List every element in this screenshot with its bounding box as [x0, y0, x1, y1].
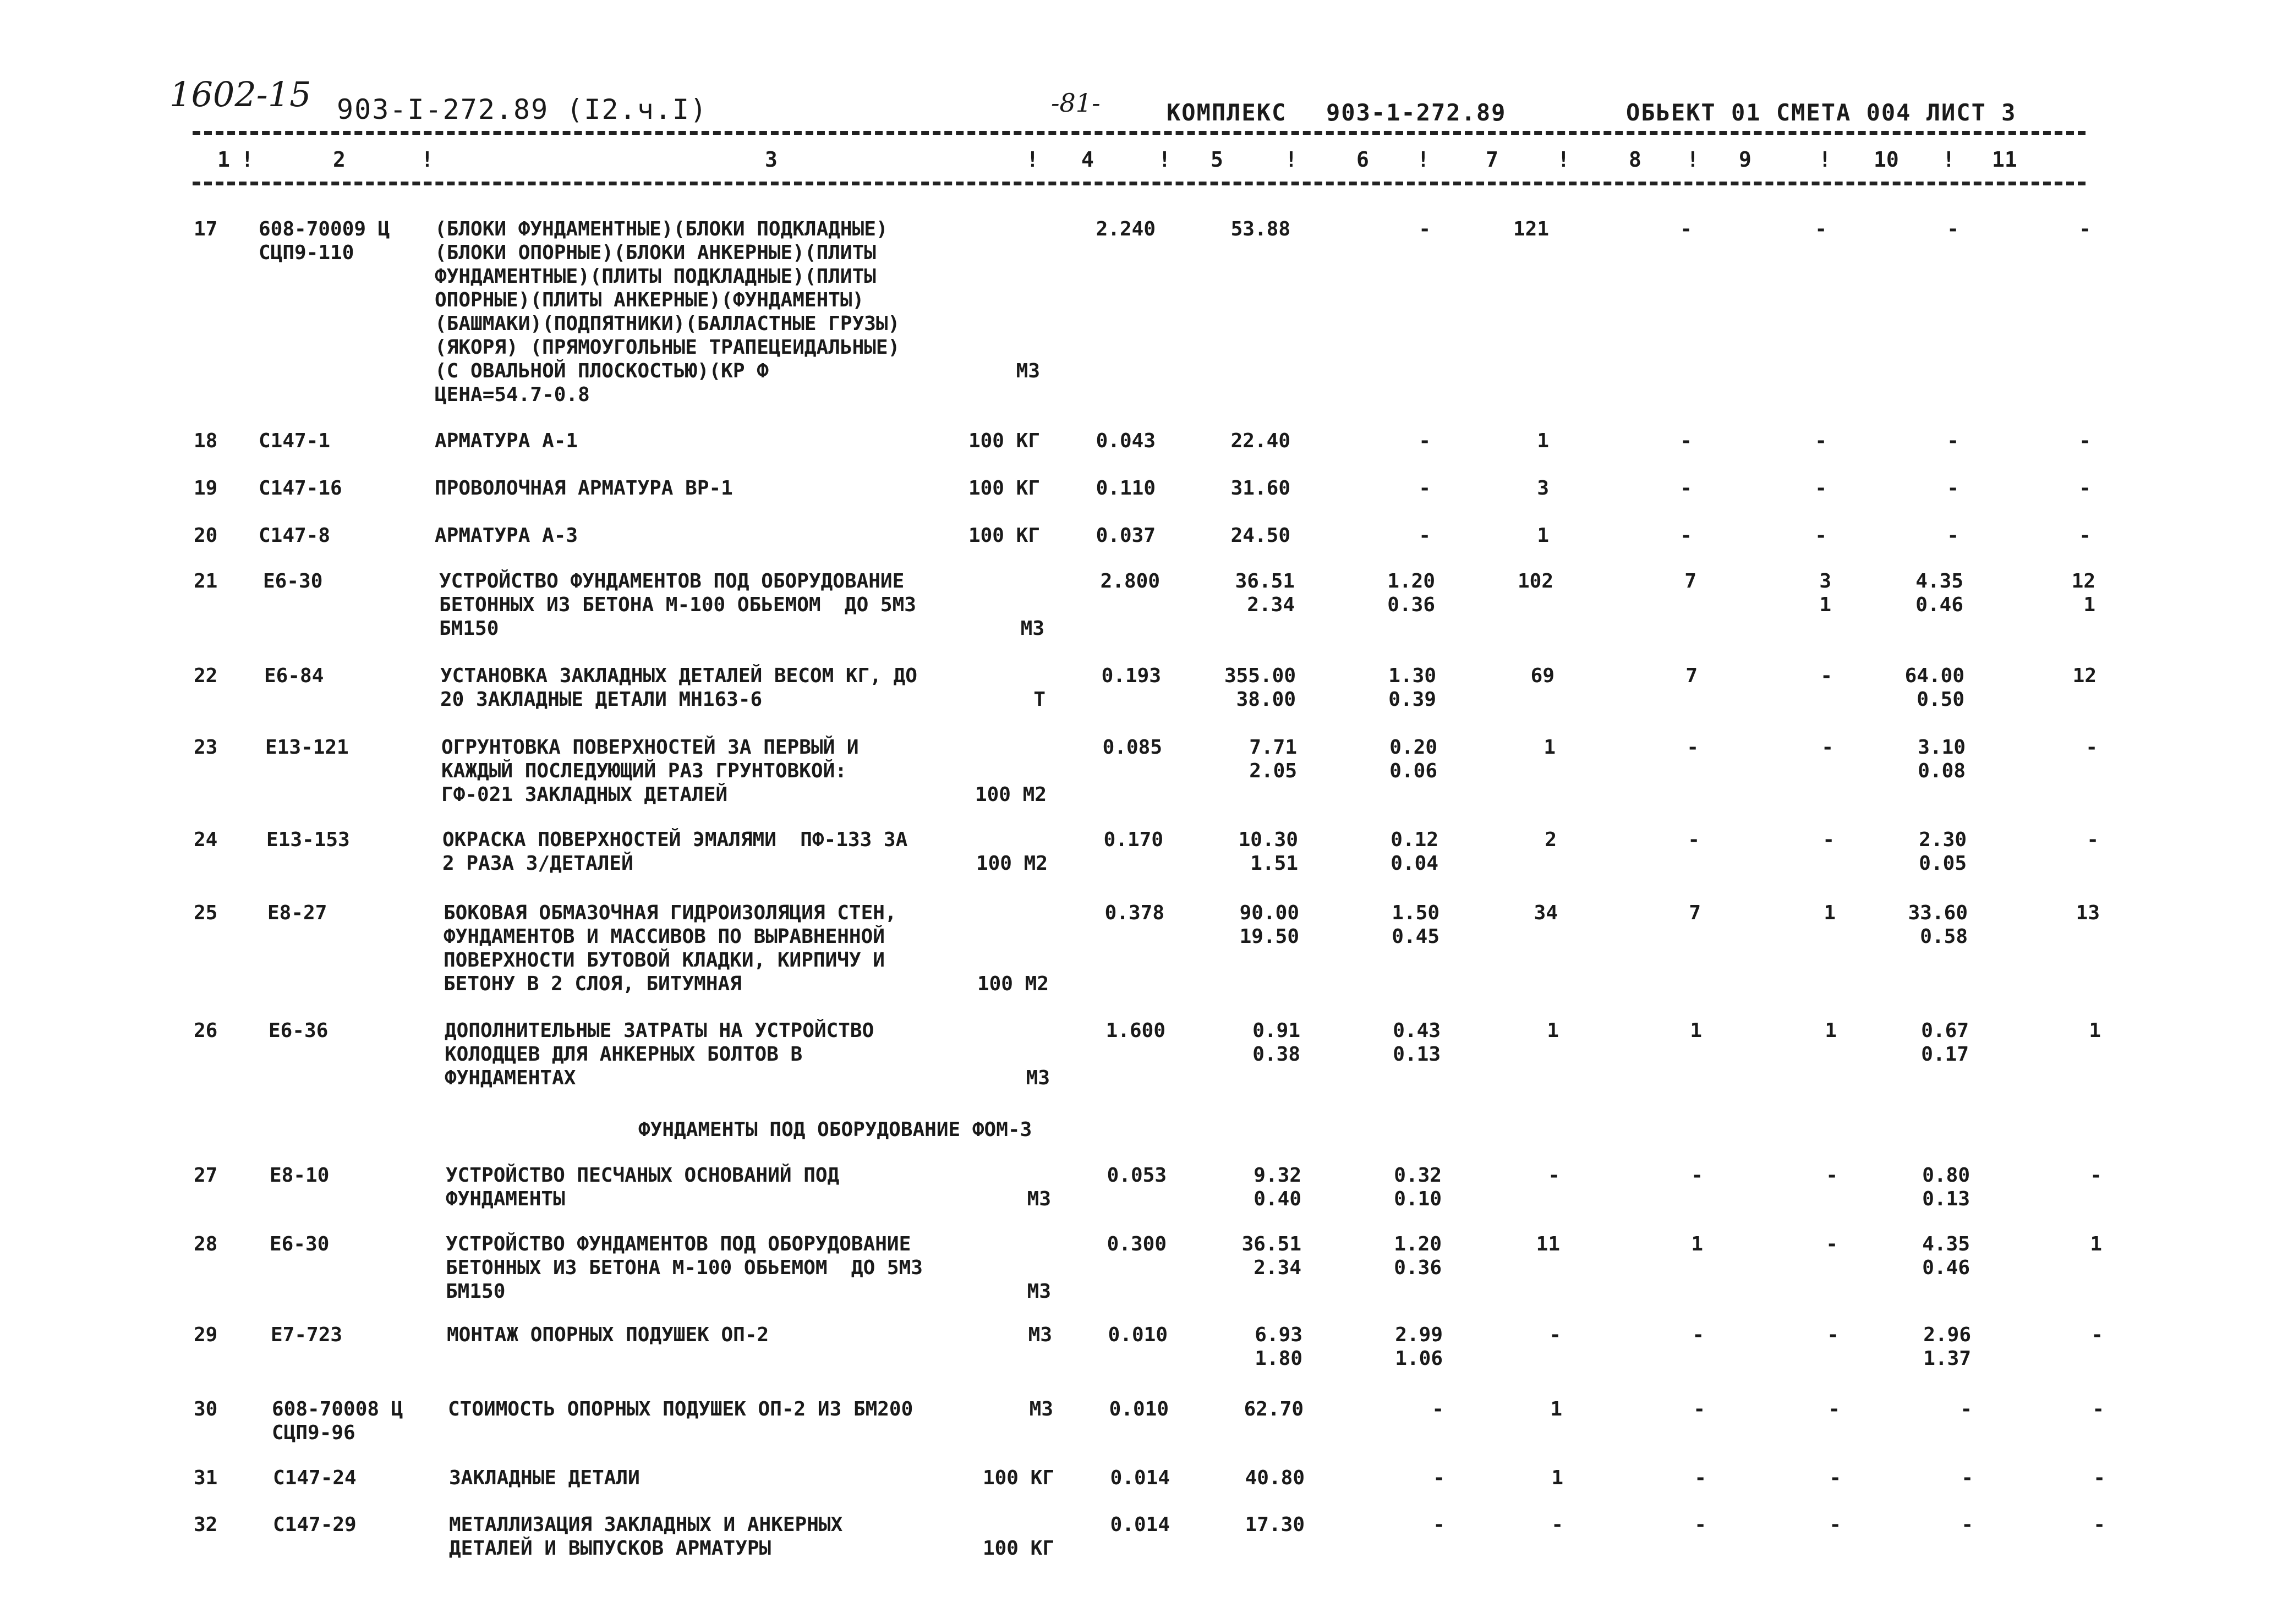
row-col7: 1: [1551, 1467, 1563, 1489]
col-header-11: 11: [1992, 147, 2017, 172]
row-unit: М3: [1027, 1280, 1051, 1303]
row-description: АРМАТУРА А-3: [435, 524, 578, 547]
row-col6: 0.12 0.04: [1391, 829, 1438, 875]
row-description: УСТАНОВКА ЗАКЛАДНЫХ ДЕТАЛЕЙ ВЕСОМ КГ, ДО 20 ЗАКЛАДНЫЕ ДЕТАЛИ МН163-6: [440, 665, 917, 711]
row-quantity: 0.053: [1107, 1164, 1167, 1187]
complex-label: КОМПЛЕКС: [1167, 99, 1287, 126]
row-col9: -: [1829, 1467, 1841, 1489]
row-col8: -: [1687, 736, 1699, 759]
row-unit: М3: [1029, 1398, 1053, 1420]
row-col9: 1: [1824, 902, 1836, 924]
row-quantity: 0.085: [1102, 736, 1162, 759]
row-col8: -: [1694, 1467, 1706, 1489]
row-col8: -: [1691, 1164, 1703, 1187]
row-description: ЗАКЛАДНЫЕ ДЕТАЛИ: [449, 1467, 640, 1489]
row-quantity: 0.037: [1096, 524, 1156, 547]
row-col9: -: [1815, 218, 1827, 240]
project-code: 903-I-272.89 (I2.ч.I): [337, 94, 708, 125]
row-code: Е13-121: [265, 736, 349, 759]
col-separators: !: [1942, 147, 1955, 172]
row-col7: -: [1548, 1164, 1560, 1187]
row-col6: 1.20 0.36: [1387, 570, 1435, 616]
row-col6: -: [1419, 477, 1431, 500]
row-number: 28: [194, 1233, 218, 1255]
row-number: 23: [194, 736, 218, 759]
col-separators: !: [1026, 147, 1039, 172]
row-col10: 4.35 0.46: [1922, 1233, 1970, 1279]
row-quantity: 0.014: [1110, 1467, 1170, 1489]
row-col11: 1: [2089, 1019, 2101, 1042]
col-separators: !: [1158, 147, 1171, 172]
row-col11: -: [2086, 736, 2098, 759]
row-description: БОКОВАЯ ОБМАЗОЧНАЯ ГИДРОИЗОЛЯЦИЯ СТЕН, ФУНДАМЕНТОВ И МАССИВОВ ПО ВЫРАВНЕННОЙ ПОВЕРХНОСТИ БУТОВОЙ КЛАДКИ, КИРПИЧУ И БЕТОНУ В 2 СЛОЯ, БИТУМНАЯ: [444, 902, 897, 995]
row-col8: -: [1680, 477, 1692, 500]
row-col7: 69: [1530, 665, 1554, 687]
row-code: 608-70008 Ц СЦП9-96: [272, 1398, 403, 1444]
row-col10: -: [1947, 430, 1959, 452]
row-col7: -: [1551, 1513, 1563, 1536]
row-description: УСТРОЙСТВО ФУНДАМЕНТОВ ПОД ОБОРУДОВАНИЕ БЕТОННЫХ ИЗ БЕТОНА М-100 ОБЬЕМОМ ДО 5М3 БМ150: [439, 570, 916, 640]
row-description: УСТРОЙСТВО ФУНДАМЕНТОВ ПОД ОБОРУДОВАНИЕ БЕТОННЫХ ИЗ БЕТОНА М-100 ОБЬЕМОМ ДО 5М3 БМ150: [446, 1233, 923, 1303]
row-col9: -: [1822, 829, 1835, 851]
row-unit-cost: 62.70: [1244, 1398, 1304, 1420]
row-col10: 33.60 0.58: [1908, 902, 1968, 948]
row-description: ОКРАСКА ПОВЕРХНОСТЕЙ ЭМАЛЯМИ ПФ-133 ЗА 2 РАЗА З/ДЕТАЛЕЙ: [442, 829, 908, 875]
row-unit-cost: 10.30 1.51: [1238, 829, 1298, 875]
row-description: ДОПОЛНИТЕЛЬНЫЕ ЗАТРАТЫ НА УСТРОЙСТВО КОЛОДЦЕВ ДЛЯ АНКЕРНЫХ БОЛТОВ В ФУНДАМЕНТАХ: [445, 1019, 874, 1089]
col-header-10: 10: [1874, 147, 1899, 172]
row-col6: 1.20 0.36: [1394, 1233, 1442, 1279]
page-number: -81-: [1051, 88, 1101, 118]
row-number: 19: [194, 477, 218, 500]
row-col9: -: [1829, 1513, 1841, 1536]
row-col8: -: [1680, 430, 1692, 452]
row-col7: 1: [1550, 1398, 1562, 1420]
row-code: С147-24: [273, 1467, 357, 1489]
row-unit-cost: 53.88: [1230, 218, 1290, 240]
header-rule-bottom: [193, 182, 2086, 185]
row-number: 18: [194, 430, 218, 452]
row-col9: -: [1826, 1164, 1838, 1187]
object-sheet: ОБЬЕКТ 01 СМЕТА 004 ЛИСТ 3: [1626, 99, 2017, 126]
row-number: 26: [194, 1019, 218, 1042]
col-header-2: 2: [333, 147, 346, 172]
row-quantity: 0.014: [1110, 1513, 1170, 1536]
row-code: С147-8: [259, 524, 331, 547]
row-col7: 121: [1513, 218, 1549, 240]
row-description: ПРОВОЛОЧНАЯ АРМАТУРА ВР-1: [435, 477, 733, 500]
row-col6: -: [1419, 218, 1431, 240]
row-col6: 1.50 0.45: [1392, 902, 1439, 948]
row-quantity: 1.600: [1105, 1019, 1165, 1042]
row-description: МЕТАЛЛИЗАЦИЯ ЗАКЛАДНЫХ И АНКЕРНЫХ ДЕТАЛЕЙ И ВЫПУСКОВ АРМАТУРЫ: [449, 1513, 843, 1560]
row-col10: -: [1961, 1467, 1973, 1489]
col-separators: !: [1417, 147, 1430, 172]
row-col7: 1: [1537, 524, 1549, 547]
row-col10: -: [1947, 524, 1959, 547]
row-code: С147-16: [259, 477, 342, 500]
row-quantity: 0.378: [1104, 902, 1164, 924]
row-col11: 13: [2076, 902, 2100, 924]
row-col7: 102: [1517, 570, 1553, 592]
row-col10: 2.96 1.37: [1923, 1324, 1971, 1370]
row-col9: -: [1828, 1398, 1840, 1420]
row-unit: 100 КГ: [968, 477, 1040, 500]
row-unit: 100 М2: [975, 783, 1047, 806]
row-unit: Т: [1033, 688, 1046, 711]
row-code: 608-70009 Ц СЦП9-110: [259, 218, 390, 264]
row-unit: М3: [1027, 1188, 1051, 1210]
row-description: СТОИМОСТЬ ОПОРНЫХ ПОДУШЕК ОП-2 ИЗ БМ200: [448, 1398, 913, 1420]
row-unit-cost: 40.80: [1245, 1467, 1305, 1489]
row-col7: 1: [1543, 736, 1556, 759]
row-quantity: 0.010: [1109, 1398, 1169, 1420]
row-col8: -: [1693, 1398, 1705, 1420]
row-col6: -: [1433, 1513, 1445, 1536]
handwritten-ref: 1602-15: [169, 74, 311, 114]
row-col7: 1: [1547, 1019, 1559, 1042]
row-unit-cost: 0.91 0.38: [1252, 1019, 1300, 1066]
row-col8: 1: [1690, 1019, 1702, 1042]
row-col7: 34: [1534, 902, 1558, 924]
row-col6: -: [1432, 1398, 1444, 1420]
row-col7: 3: [1537, 477, 1549, 500]
row-unit-cost: 7.71 2.05: [1249, 736, 1297, 782]
row-code: Е6-36: [269, 1019, 329, 1042]
row-code: Е13-153: [266, 829, 350, 851]
row-description: УСТРОЙСТВО ПЕСЧАНЫХ ОСНОВАНИЙ ПОД ФУНДАМЕНТЫ: [446, 1164, 840, 1210]
row-unit-cost: 31.60: [1230, 477, 1290, 500]
row-col10: -: [1961, 1513, 1973, 1536]
row-number: 27: [194, 1164, 218, 1187]
row-quantity: 0.010: [1108, 1324, 1168, 1346]
row-col11: -: [2093, 1467, 2105, 1489]
row-col10: 64.00 0.50: [1904, 665, 1964, 711]
row-col9: -: [1820, 665, 1832, 687]
row-number: 20: [194, 524, 218, 547]
row-col9: -: [1821, 736, 1833, 759]
row-unit: 100 КГ: [968, 430, 1040, 452]
row-col6: 0.43 0.13: [1393, 1019, 1441, 1066]
row-col11: 12: [2072, 665, 2097, 687]
row-number: 24: [194, 829, 218, 851]
row-code: С147-1: [259, 430, 331, 452]
row-number: 25: [194, 902, 218, 924]
row-col11: -: [2093, 1513, 2105, 1536]
row-col11: 12 1: [2071, 570, 2095, 616]
row-code: С147-29: [273, 1513, 357, 1536]
row-col8: -: [1680, 218, 1692, 240]
row-col7: 1: [1537, 430, 1549, 452]
row-col9: -: [1815, 524, 1827, 547]
row-col6: 0.32 0.10: [1394, 1164, 1442, 1210]
row-col6: -: [1419, 524, 1431, 547]
col-separators: !: [421, 147, 434, 172]
row-quantity: 2.800: [1100, 570, 1160, 592]
row-col8: -: [1694, 1513, 1706, 1536]
row-col8: 7: [1689, 902, 1701, 924]
row-col11: -: [2079, 477, 2091, 500]
row-unit-cost: 17.30: [1245, 1513, 1305, 1536]
row-quantity: 0.193: [1101, 665, 1161, 687]
col-header-5: 5: [1211, 147, 1223, 172]
row-col8: 7: [1684, 570, 1696, 592]
row-unit: М3: [1026, 1067, 1050, 1089]
row-quantity: 2.240: [1096, 218, 1156, 240]
row-quantity: 0.110: [1096, 477, 1156, 500]
col-header-1: 1: [217, 147, 230, 172]
col-header-7: 7: [1486, 147, 1498, 172]
row-col7: -: [1549, 1324, 1561, 1346]
row-col8: 1: [1691, 1233, 1703, 1255]
row-col9: 3 1: [1819, 570, 1831, 616]
col-header-9: 9: [1739, 147, 1751, 172]
row-number: 17: [194, 218, 218, 240]
col-separators: !: [1285, 147, 1298, 172]
row-unit-cost: 22.40: [1230, 430, 1290, 452]
row-col6: -: [1419, 430, 1431, 452]
row-unit-cost: 9.32 0.40: [1254, 1164, 1301, 1210]
row-description: АРМАТУРА А-1: [435, 430, 578, 452]
row-col11: -: [2091, 1324, 2103, 1346]
row-col11: 1: [2090, 1233, 2102, 1255]
row-unit: 100 М2: [977, 973, 1049, 995]
row-number: 32: [194, 1513, 218, 1536]
row-col11: -: [2079, 524, 2091, 547]
row-col8: -: [1680, 524, 1692, 547]
row-col10: -: [1947, 218, 1959, 240]
col-separators: !: [1687, 147, 1699, 172]
row-number: 30: [194, 1398, 218, 1420]
row-unit: 100 М2: [976, 852, 1048, 875]
row-col9: -: [1826, 1233, 1838, 1255]
row-col11: -: [2079, 218, 2091, 240]
row-unit-cost: 36.51 2.34: [1235, 570, 1295, 616]
row-unit: 100 КГ: [982, 1467, 1054, 1489]
row-number: 22: [194, 665, 218, 687]
row-col6: 2.99 1.06: [1395, 1324, 1443, 1370]
row-col9: -: [1815, 477, 1827, 500]
row-col10: -: [1947, 477, 1959, 500]
row-col11: -: [2090, 1164, 2102, 1187]
row-unit: М3: [1028, 1324, 1052, 1346]
row-col8: -: [1692, 1324, 1704, 1346]
row-unit-cost: 36.51 2.34: [1241, 1233, 1301, 1279]
row-col9: 1: [1825, 1019, 1837, 1042]
row-unit: 100 КГ: [968, 524, 1040, 547]
col-separators: !: [241, 147, 254, 172]
header-rule-top: [193, 131, 2086, 135]
row-description: МОНТАЖ ОПОРНЫХ ПОДУШЕК ОП-2: [447, 1324, 769, 1346]
row-description: ОГРУНТОВКА ПОВЕРХНОСТЕЙ ЗА ПЕРВЫЙ И КАЖДЫЙ ПОСЛЕДУЮЩИЙ РАЗ ГРУНТОВКОЙ: ГФ-021 ЗАКЛАДНЫХ ДЕТАЛЕЙ: [441, 736, 859, 806]
col-separators: !: [1819, 147, 1831, 172]
row-col10: -: [1960, 1398, 1972, 1420]
row-code: Е6-84: [264, 665, 324, 687]
col-header-8: 8: [1629, 147, 1641, 172]
complex-code: 903-1-272.89: [1326, 99, 1507, 126]
row-col10: 2.30 0.05: [1919, 829, 1967, 875]
row-quantity: 0.300: [1107, 1233, 1167, 1255]
row-col6: -: [1433, 1467, 1445, 1489]
row-code: Е8-27: [267, 902, 327, 924]
row-col10: 3.10 0.08: [1918, 736, 1966, 782]
row-col10: 0.67 0.17: [1921, 1019, 1969, 1066]
col-separators: !: [1557, 147, 1570, 172]
row-code: Е6-30: [270, 1233, 330, 1255]
row-quantity: 0.043: [1096, 430, 1156, 452]
row-unit-cost: 24.50: [1230, 524, 1290, 547]
col-header-6: 6: [1356, 147, 1369, 172]
row-quantity: 0.170: [1103, 829, 1163, 851]
row-col9: -: [1815, 430, 1827, 452]
row-code: Е8-10: [270, 1164, 330, 1187]
row-col9: -: [1827, 1324, 1839, 1346]
row-unit-cost: 90.00 19.50: [1239, 902, 1299, 948]
row-unit: М3: [1016, 360, 1040, 382]
row-code: Е7-723: [271, 1324, 343, 1346]
col-header-3: 3: [765, 147, 778, 172]
row-unit: 100 КГ: [982, 1537, 1054, 1560]
row-col10: 0.80 0.13: [1922, 1164, 1970, 1210]
row-col7: 2: [1545, 829, 1557, 851]
row-col7: 11: [1536, 1233, 1560, 1255]
row-col11: -: [2092, 1398, 2104, 1420]
col-header-4: 4: [1081, 147, 1094, 172]
row-number: 21: [194, 570, 218, 592]
row-col11: -: [2079, 430, 2091, 452]
row-col6: 0.20 0.06: [1389, 736, 1437, 782]
row-number: 29: [194, 1324, 218, 1346]
row-col11: -: [2087, 829, 2099, 851]
row-description: (БЛОКИ ФУНДАМЕНТНЫЕ)(БЛОКИ ПОДКЛАДНЫЕ) (БЛОКИ ОПОРНЫЕ)(БЛОКИ АНКЕРНЫЕ)(ПЛИТЫ ФУНДАМЕНТНЫЕ)(ПЛИТЫ ПОДКЛАДНЫЕ)(ПЛИТЫ ОПОРНЫЕ)(ПЛИТЫ АНКЕРНЫЕ)(ФУНДАМЕНТЫ) (БАШМАКИ)(ПОДПЯТНИКИ)(БАЛЛАСТНЫЕ ГРУЗЫ) (ЯКОРЯ) (ПРЯМОУГОЛЬНЫЕ ТРАПЕЦЕИДАЛЬНЫЕ) (С ОВАЛЬНОЙ ПЛОСКОСТЬЮ)(КР Ф ЦЕНА=54.7-0.8: [435, 218, 900, 406]
row-col6: 1.30 0.39: [1388, 665, 1436, 711]
row-unit: М3: [1020, 617, 1044, 640]
section-heading: ФУНДАМЕНТЫ ПОД ОБОРУДОВАНИЕ ФОМ-3: [638, 1118, 1032, 1141]
row-col8: -: [1688, 829, 1700, 851]
row-col8: 7: [1685, 665, 1698, 687]
row-number: 31: [194, 1467, 218, 1489]
row-code: Е6-30: [263, 570, 323, 592]
row-unit-cost: 6.93 1.80: [1255, 1324, 1302, 1370]
row-unit-cost: 355.00 38.00: [1224, 665, 1296, 711]
row-col10: 4.35 0.46: [1915, 570, 1963, 616]
